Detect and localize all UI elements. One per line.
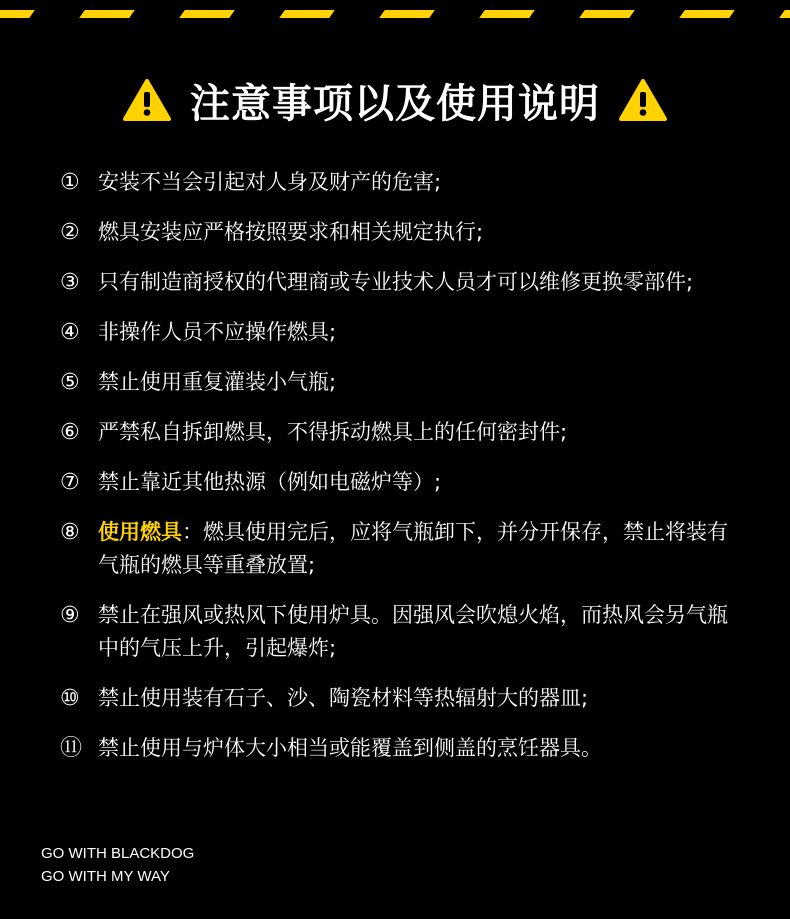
item-number: ⑨ xyxy=(60,603,80,628)
page-title: 注意事项以及使用说明 xyxy=(190,80,600,127)
list-item xyxy=(60,416,740,449)
footer-line: GO WITH BLACKDOG xyxy=(41,845,195,862)
item-text: 安装不当会引起对人身及财产的危害; xyxy=(98,170,442,194)
item-number: ① xyxy=(60,170,80,195)
list-item xyxy=(60,166,740,199)
item-number: ⑥ xyxy=(60,420,80,445)
hazard-stripe xyxy=(279,10,335,18)
hazard-stripe-bar xyxy=(0,0,790,32)
item-number: ⑤ xyxy=(60,370,80,395)
item-text: 燃具安装应严格按照要求和相关规定执行; xyxy=(98,220,484,244)
warning-icon xyxy=(122,78,172,122)
list-item xyxy=(60,516,740,582)
item-text: 只有制造商授权的代理商或专业技术人员才可以维修更换零部件; xyxy=(98,270,694,294)
list-item xyxy=(60,216,740,249)
item-number: ⑧ xyxy=(60,520,80,545)
hazard-stripe xyxy=(0,10,35,18)
item-text xyxy=(98,516,740,582)
item-number: ② xyxy=(60,220,80,245)
title-row xyxy=(0,70,790,130)
list-item xyxy=(60,732,740,765)
item-text: 禁止使用重复灌装小气瓶; xyxy=(98,370,337,394)
item-text: 禁止使用装有石子、沙、陶瓷材料等热辐射大的器皿; xyxy=(98,686,589,710)
item-text: 禁止使用与炉体大小相当或能覆盖到侧盖的烹饪器具。 xyxy=(98,736,602,760)
item-number: ③ xyxy=(60,270,80,295)
warning-icon xyxy=(618,78,668,122)
hazard-stripe xyxy=(79,10,135,18)
hazard-stripe xyxy=(679,10,735,18)
hazard-stripe xyxy=(479,10,535,18)
item-number: ④ xyxy=(60,320,80,345)
hazard-stripe xyxy=(179,10,235,18)
item-text-rest: ：燃具使用完后，应将气瓶卸下，并分开保存，禁止将装有气瓶的燃具等重叠放置; xyxy=(98,520,728,577)
item-text: 非操作人员不应操作燃具; xyxy=(98,320,337,344)
item-number: ⑦ xyxy=(60,470,80,495)
list-item xyxy=(60,466,740,499)
item-text: 禁止靠近其他热源（例如电磁炉等）; xyxy=(98,470,442,494)
hazard-stripe xyxy=(579,10,635,18)
footer-line: GO WITH MY WAY xyxy=(41,868,170,885)
list-item xyxy=(60,316,740,349)
hazard-stripe xyxy=(779,10,790,18)
hazard-stripe xyxy=(379,10,435,18)
list-item xyxy=(60,266,740,299)
item-number: ⑩ xyxy=(60,686,80,711)
list-item xyxy=(60,599,740,665)
list-item xyxy=(60,682,740,715)
list-item xyxy=(60,366,740,399)
item-text: 禁止在强风或热风下使用炉具。因强风会吹熄火焰，而热风会另气瓶中的气压上升，引起爆炸; xyxy=(98,603,728,660)
item-number: ⑪ xyxy=(60,736,83,761)
item-text: 严禁私自拆卸燃具，不得拆动燃具上的任何密封件; xyxy=(98,420,568,444)
footer-slogan xyxy=(41,842,194,888)
item-highlight: 使用燃具 xyxy=(98,520,182,544)
notice-list xyxy=(60,166,740,765)
